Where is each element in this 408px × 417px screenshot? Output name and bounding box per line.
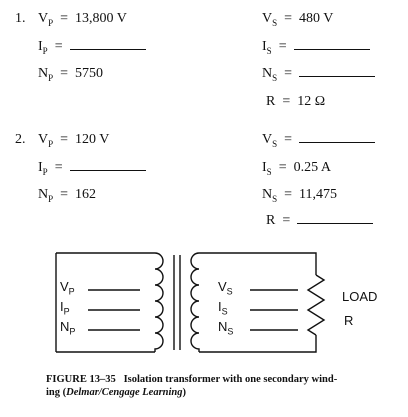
np-row: $N_P = 5750$ bbox=[38, 66, 104, 83]
symbol: N bbox=[262, 187, 273, 202]
value: 480 V bbox=[299, 11, 334, 26]
answer-blank bbox=[294, 49, 370, 50]
subscript: P bbox=[48, 138, 54, 149]
label-is: $I_S$ bbox=[218, 299, 228, 317]
symbol: I bbox=[262, 160, 267, 175]
load-r-label: R bbox=[344, 313, 354, 328]
ip-row: $I_P$ = bbox=[38, 39, 146, 59]
symbol: I bbox=[262, 39, 267, 54]
caption-credit: Delmar/Cengage Learning bbox=[66, 387, 183, 398]
symbol: N bbox=[38, 66, 49, 81]
subscript: P bbox=[42, 166, 48, 177]
value: 11,475 bbox=[299, 187, 338, 202]
value: 0.25 A bbox=[293, 160, 331, 175]
figure-caption bbox=[46, 373, 386, 399]
ip-row: $I_P$ = bbox=[38, 160, 146, 180]
subscript: S bbox=[272, 193, 278, 204]
r-row: R = bbox=[266, 213, 373, 229]
ns-row: $N_S$ = bbox=[262, 66, 375, 86]
label-vs: $V_S$ bbox=[218, 279, 233, 297]
symbol: I bbox=[38, 39, 43, 54]
vs-row: $V_S$ = bbox=[262, 132, 375, 152]
r-row: R = 12 Ω bbox=[266, 94, 326, 109]
subscript: S bbox=[272, 138, 278, 149]
subscript: P bbox=[42, 45, 48, 56]
answer-blank bbox=[299, 76, 375, 77]
subscript: S bbox=[266, 166, 272, 177]
secondary-bottom-lead bbox=[199, 335, 316, 352]
primary-coil bbox=[155, 253, 163, 352]
answer-blank bbox=[70, 49, 146, 50]
symbol: N bbox=[262, 66, 273, 81]
subscript: P bbox=[48, 17, 54, 28]
value: 120 V bbox=[75, 132, 110, 147]
vp-row: $V_P = 120$ V bbox=[38, 132, 110, 149]
secondary-coil bbox=[191, 253, 199, 352]
symbol: V bbox=[262, 11, 273, 26]
is-row: $I_S$ = bbox=[262, 39, 370, 59]
subscript: S bbox=[266, 45, 272, 56]
answer-blank bbox=[70, 170, 146, 171]
subscript: S bbox=[272, 17, 278, 28]
answer-blank bbox=[297, 223, 373, 224]
symbol: V bbox=[38, 11, 49, 26]
symbol: V bbox=[262, 132, 273, 147]
symbol: V bbox=[38, 132, 49, 147]
value: 5750 bbox=[75, 66, 104, 81]
transformer-diagram bbox=[0, 245, 408, 365]
answer-blank bbox=[299, 142, 375, 143]
is-row: $I_S = 0.25$ A bbox=[262, 160, 331, 177]
subscript: S bbox=[272, 72, 278, 83]
label-vp: $V_P$ bbox=[60, 279, 75, 297]
caption-text: Isolation transformer with one secondary wind- bbox=[123, 374, 338, 385]
symbol: I bbox=[38, 160, 43, 175]
problem-number: 2. bbox=[15, 132, 26, 147]
label-ip: $I_P$ bbox=[60, 299, 70, 317]
label-np: $N_P$ bbox=[60, 319, 76, 337]
vp-row: $V_P = 13,800$ V bbox=[38, 11, 127, 28]
load-resistor bbox=[308, 275, 324, 335]
caption-line2-end: ) bbox=[182, 387, 187, 398]
value: 162 bbox=[75, 187, 97, 202]
symbol: N bbox=[38, 187, 49, 202]
label-ns: $N_S$ bbox=[218, 319, 234, 337]
symbol: R bbox=[266, 213, 276, 228]
subscript: P bbox=[48, 193, 54, 204]
symbol: R bbox=[266, 94, 276, 109]
value: 13,800 V bbox=[75, 11, 127, 26]
ns-row: $N_S = 11,475$ bbox=[262, 187, 338, 204]
vs-row: $V_S = 480$ V bbox=[262, 11, 334, 28]
caption-line2-start: ing ( bbox=[46, 387, 67, 398]
np-row: $N_P = 162$ bbox=[38, 187, 97, 204]
problem-number: 1. bbox=[15, 11, 26, 26]
value: 12 Ω bbox=[297, 94, 326, 109]
load-label: LOAD bbox=[342, 289, 378, 304]
figure-number: FIGURE 13–35 bbox=[46, 374, 116, 385]
subscript: P bbox=[48, 72, 54, 83]
secondary-top-lead bbox=[199, 253, 316, 275]
